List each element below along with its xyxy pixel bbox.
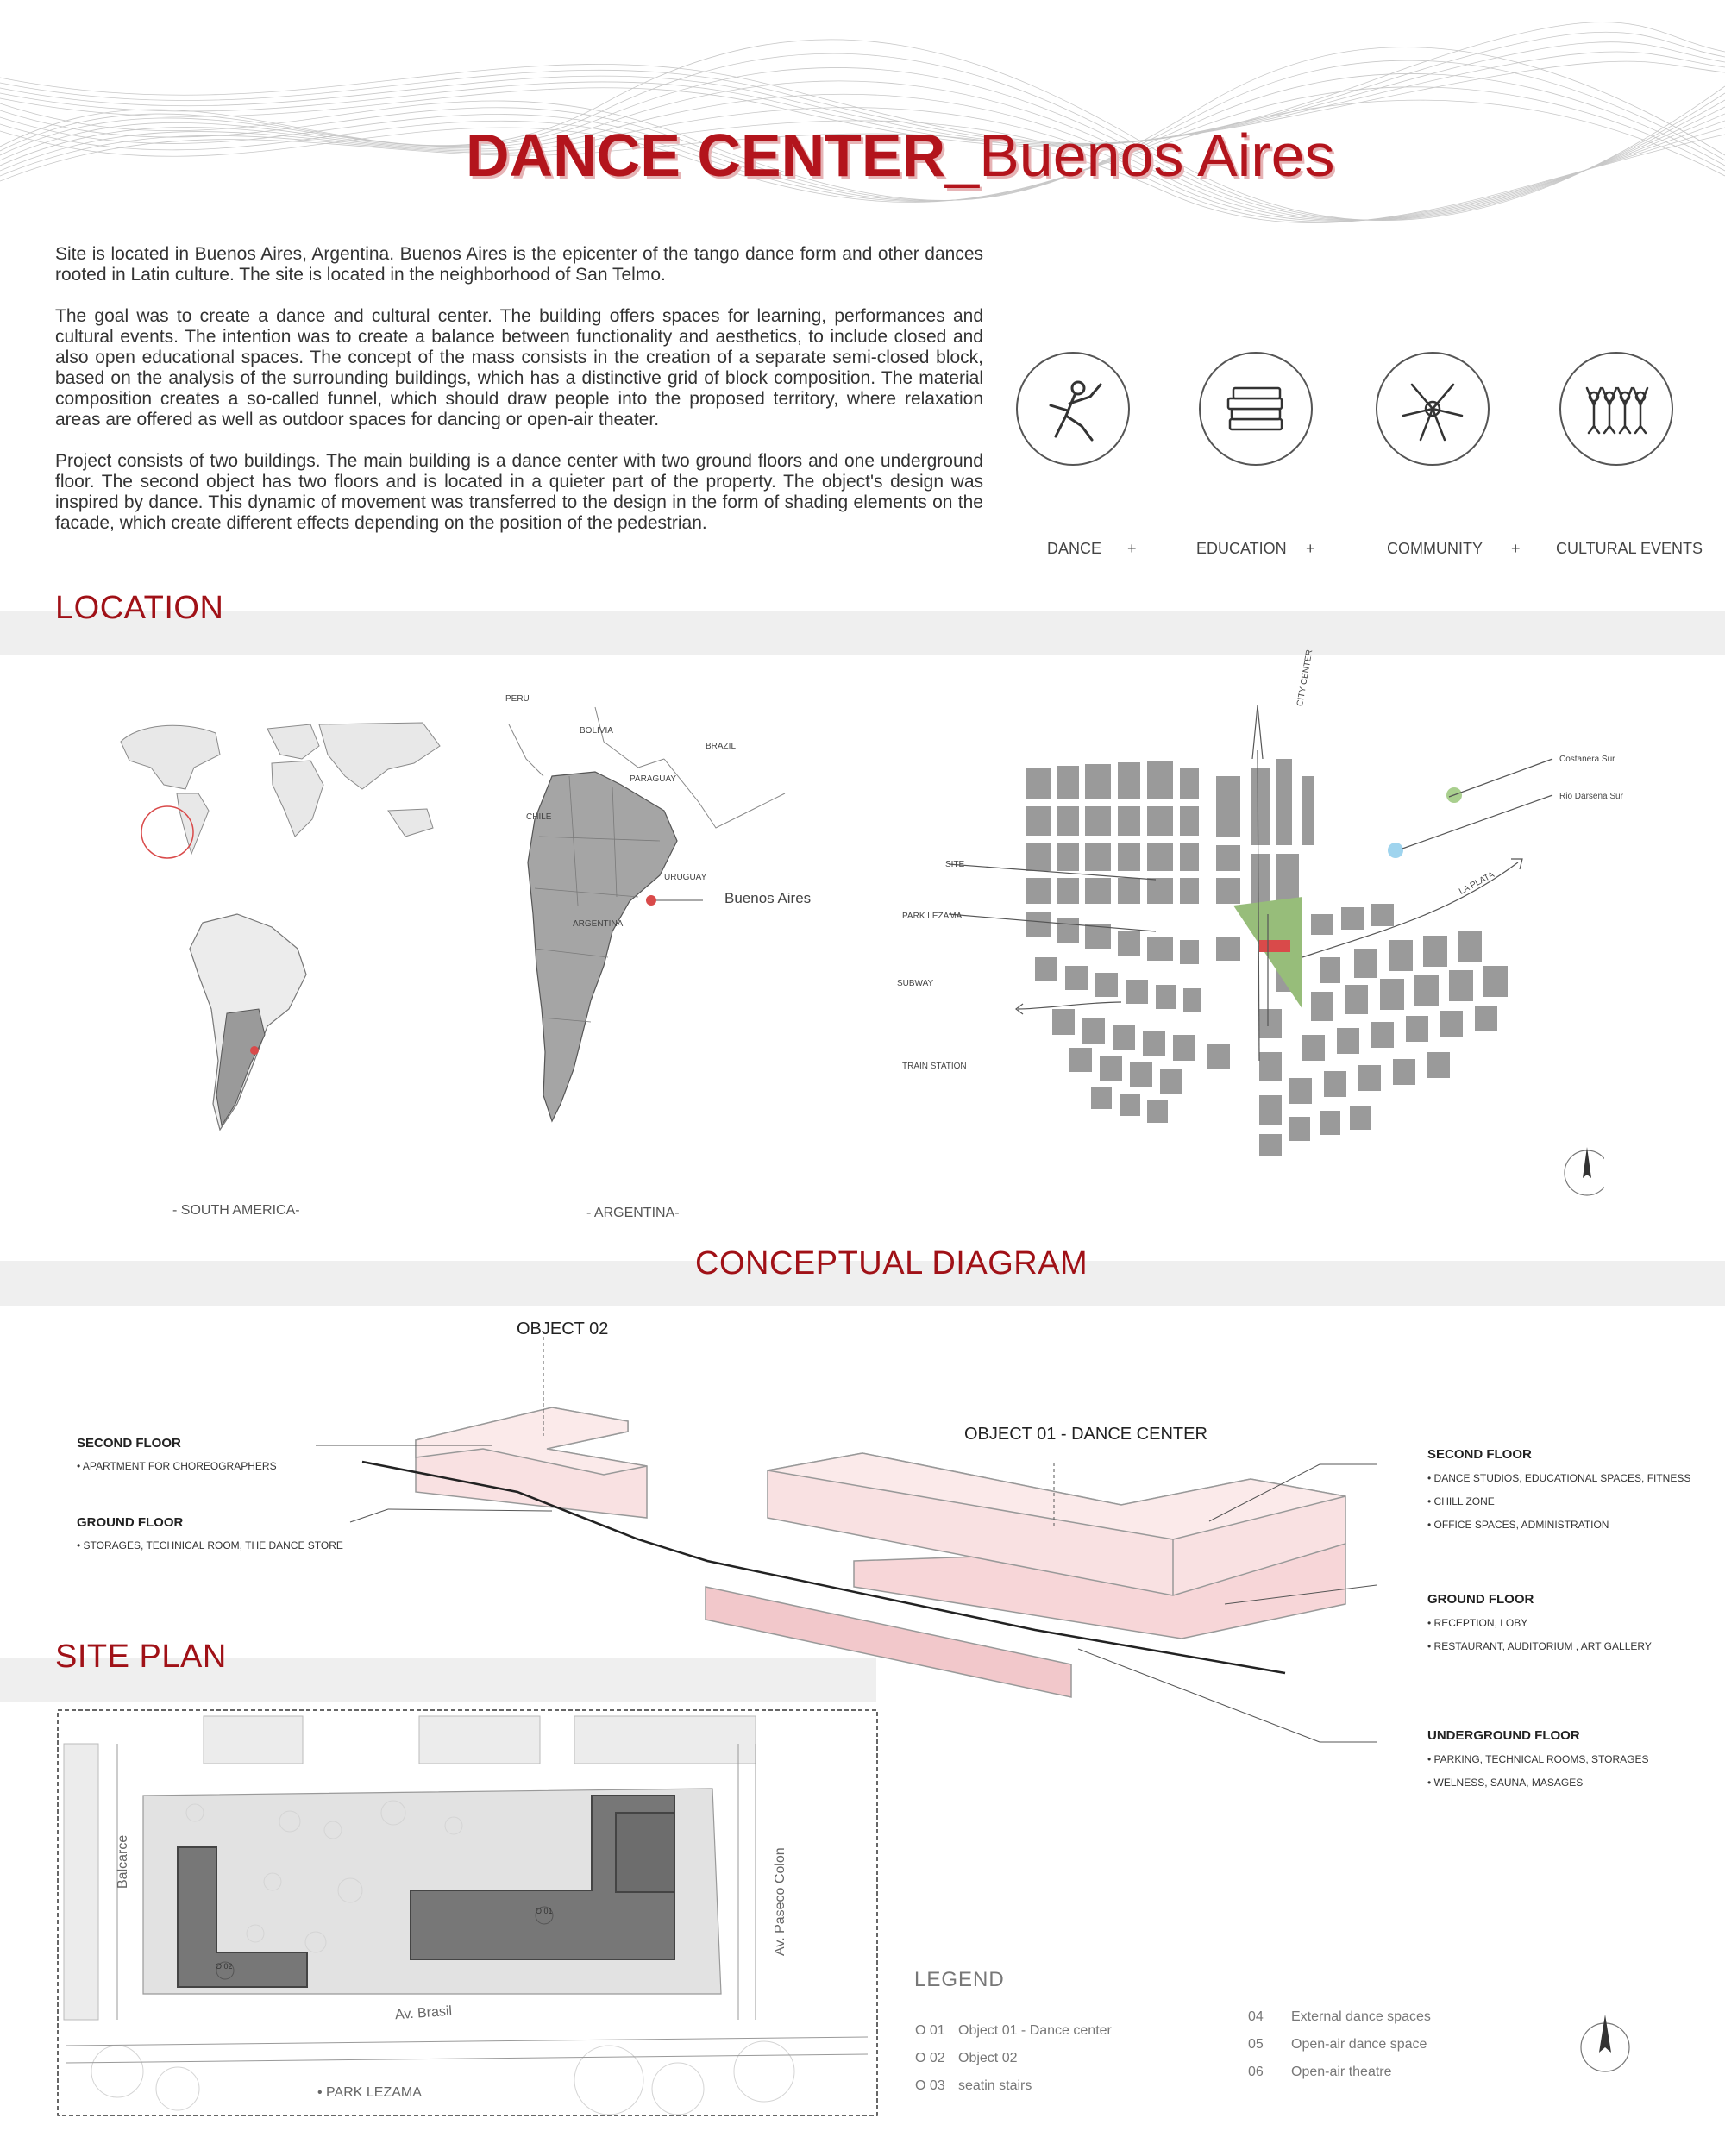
label-la-plata: LA PLATA (1458, 870, 1496, 897)
tag-o2: O 02 (216, 1962, 233, 1971)
obj1-ground-floor-item: • RESTAURANT, AUDITORIUM , ART GALLERY (1427, 1640, 1652, 1652)
legend-title: LEGEND (914, 1968, 1005, 1991)
books-icon (1199, 352, 1313, 466)
site-plan-drawing (57, 1709, 878, 2116)
caption-south-america: - SOUTH AMERICA- (172, 1203, 300, 1218)
tag-o1: O 01 (536, 1907, 553, 1915)
obj1-second-floor-item: • OFFICE SPACES, ADMINISTRATION (1427, 1519, 1609, 1531)
label-park-lezama: • PARK LEZAMA (317, 2085, 422, 2100)
label-paraguay: PARAGUAY (630, 774, 677, 784)
label-site: SITE (945, 860, 965, 869)
dancer-icon (1016, 352, 1130, 466)
page-title: DANCE CENTER_Buenos Aires (466, 122, 1335, 189)
object02-label: OBJECT 02 (517, 1319, 609, 1338)
intro-paragraph-2: The goal was to create a dance and cultural center. The building offers spaces for learning, performances and cultural events. The intention was to create a balance between functionality and aesthetics, to include closed and also open educational spaces. The concept of the mass consists in the creation of a separate semi-closed block, based on the analysis of the surrounding buildings, which has a distinctive grid of block composition. The material composition creates a so-called funnel, which should draw people into the proposed territory, where relaxation areas are offered as well as outdoor spaces for dancing or open-air theater. (55, 306, 983, 429)
siteplan-title: SITE PLAN (55, 1639, 227, 1675)
label-city-center: CITY CENTER (1295, 649, 1315, 707)
legend-item: 05 Open-air dance space (1248, 2037, 1427, 2052)
label-subway: SUBWAY (897, 979, 934, 988)
obj1-underground-floor-heading: UNDERGROUND FLOOR (1427, 1728, 1580, 1743)
caption-argentina: - ARGENTINA- (586, 1206, 680, 1220)
program-label-community: COMMUNITY (1387, 540, 1483, 557)
label-buenos-aires: Buenos Aires (724, 890, 812, 906)
label-rio: Rio Darsena Sur (1559, 792, 1623, 801)
intro-paragraph-3: Project consists of two buildings. The main building is a dance center with two ground floors and one underground floor. The second object has two floors and is located in a quieter part of the property. The object's design was inspired by dance. This dynamic of movement was transferred to the design in the form of shading elements on the facade, which create different effects depending on the position of the pedestrian. (55, 451, 983, 533)
location-title: LOCATION (55, 590, 224, 626)
label-brazil: BRAZIL (706, 742, 737, 751)
label-train: TRAIN STATION (902, 1062, 967, 1071)
obj2-second-floor-item: • APARTMENT FOR CHOREOGRAPHERS (77, 1460, 277, 1472)
people-icon (1559, 352, 1673, 466)
obj1-second-floor-item: • DANCE STUDIOS, EDUCATIONAL SPACES, FITNESS (1427, 1472, 1691, 1484)
plus-sign: + (1127, 540, 1137, 557)
obj1-underground-floor-item: • WELNESS, SAUNA, MASAGES (1427, 1777, 1584, 1789)
legend-item: O 01 Object 01 - Dance center (915, 2023, 1112, 2038)
concept-title: CONCEPTUAL DIAGRAM (695, 1245, 1088, 1282)
plus-sign: + (1306, 540, 1315, 557)
label-park: PARK LEZAMA (902, 912, 963, 921)
street-balcarce: Balcarce (116, 1834, 130, 1889)
obj2-ground-floor-item: • STORAGES, TECHNICAL ROOM, THE DANCE STORE (77, 1539, 343, 1551)
legend-item: O 02 Object 02 (915, 2051, 1018, 2065)
obj1-underground-floor-item: • PARKING, TECHNICAL ROOMS, STORAGES (1427, 1753, 1649, 1765)
legend-item: 06 Open-air theatre (1248, 2065, 1392, 2079)
obj1-ground-floor-heading: GROUND FLOOR (1427, 1592, 1534, 1607)
obj2-second-floor-heading: SECOND FLOOR (77, 1436, 181, 1451)
street-av-brasil: Av. Brasil (394, 2003, 453, 2023)
intro-paragraph-1: Site is located in Buenos Aires, Argentina. Buenos Aires is the epicenter of the tango dance form and other dances rooted in Latin culture. The site is located in the neighborhood of San Telmo. (55, 244, 983, 285)
plus-sign: + (1511, 540, 1521, 557)
north-arrow-icon (1575, 2009, 1635, 2078)
label-peru: PERU (505, 694, 530, 704)
legend-item: 04 External dance spaces (1248, 2009, 1431, 2024)
intro-text (55, 244, 983, 555)
location-band (0, 611, 1725, 655)
program-label-cultural-events: CULTURAL EVENTS (1556, 540, 1703, 557)
program-label-education: EDUCATION (1196, 540, 1287, 557)
label-costanera: Costanera Sur (1559, 755, 1615, 764)
argentina-map (492, 690, 811, 1207)
street-paseo-colon: Av. Paseco Colon (773, 1847, 787, 1956)
obj2-ground-floor-heading: GROUND FLOOR (77, 1515, 184, 1530)
program-label-dance: DANCE (1047, 540, 1102, 557)
obj1-ground-floor-item: • RECEPTION, LOBY (1427, 1617, 1528, 1629)
hands-icon (1376, 352, 1490, 466)
label-argentina: ARGENTINA (573, 919, 624, 929)
south-america-map (168, 897, 341, 1147)
label-bolivia: BOLIVIA (580, 726, 613, 736)
object01-label: OBJECT 01 - DANCE CENTER (964, 1425, 1208, 1444)
context-map (897, 681, 1604, 1199)
world-map (112, 707, 466, 862)
label-chile: CHILE (526, 812, 552, 822)
label-uruguay: URUGUAY (664, 873, 707, 882)
obj1-second-floor-item: • CHILL ZONE (1427, 1495, 1495, 1507)
obj1-second-floor-heading: SECOND FLOOR (1427, 1447, 1532, 1462)
legend-item: O 03 seatin stairs (915, 2078, 1032, 2093)
